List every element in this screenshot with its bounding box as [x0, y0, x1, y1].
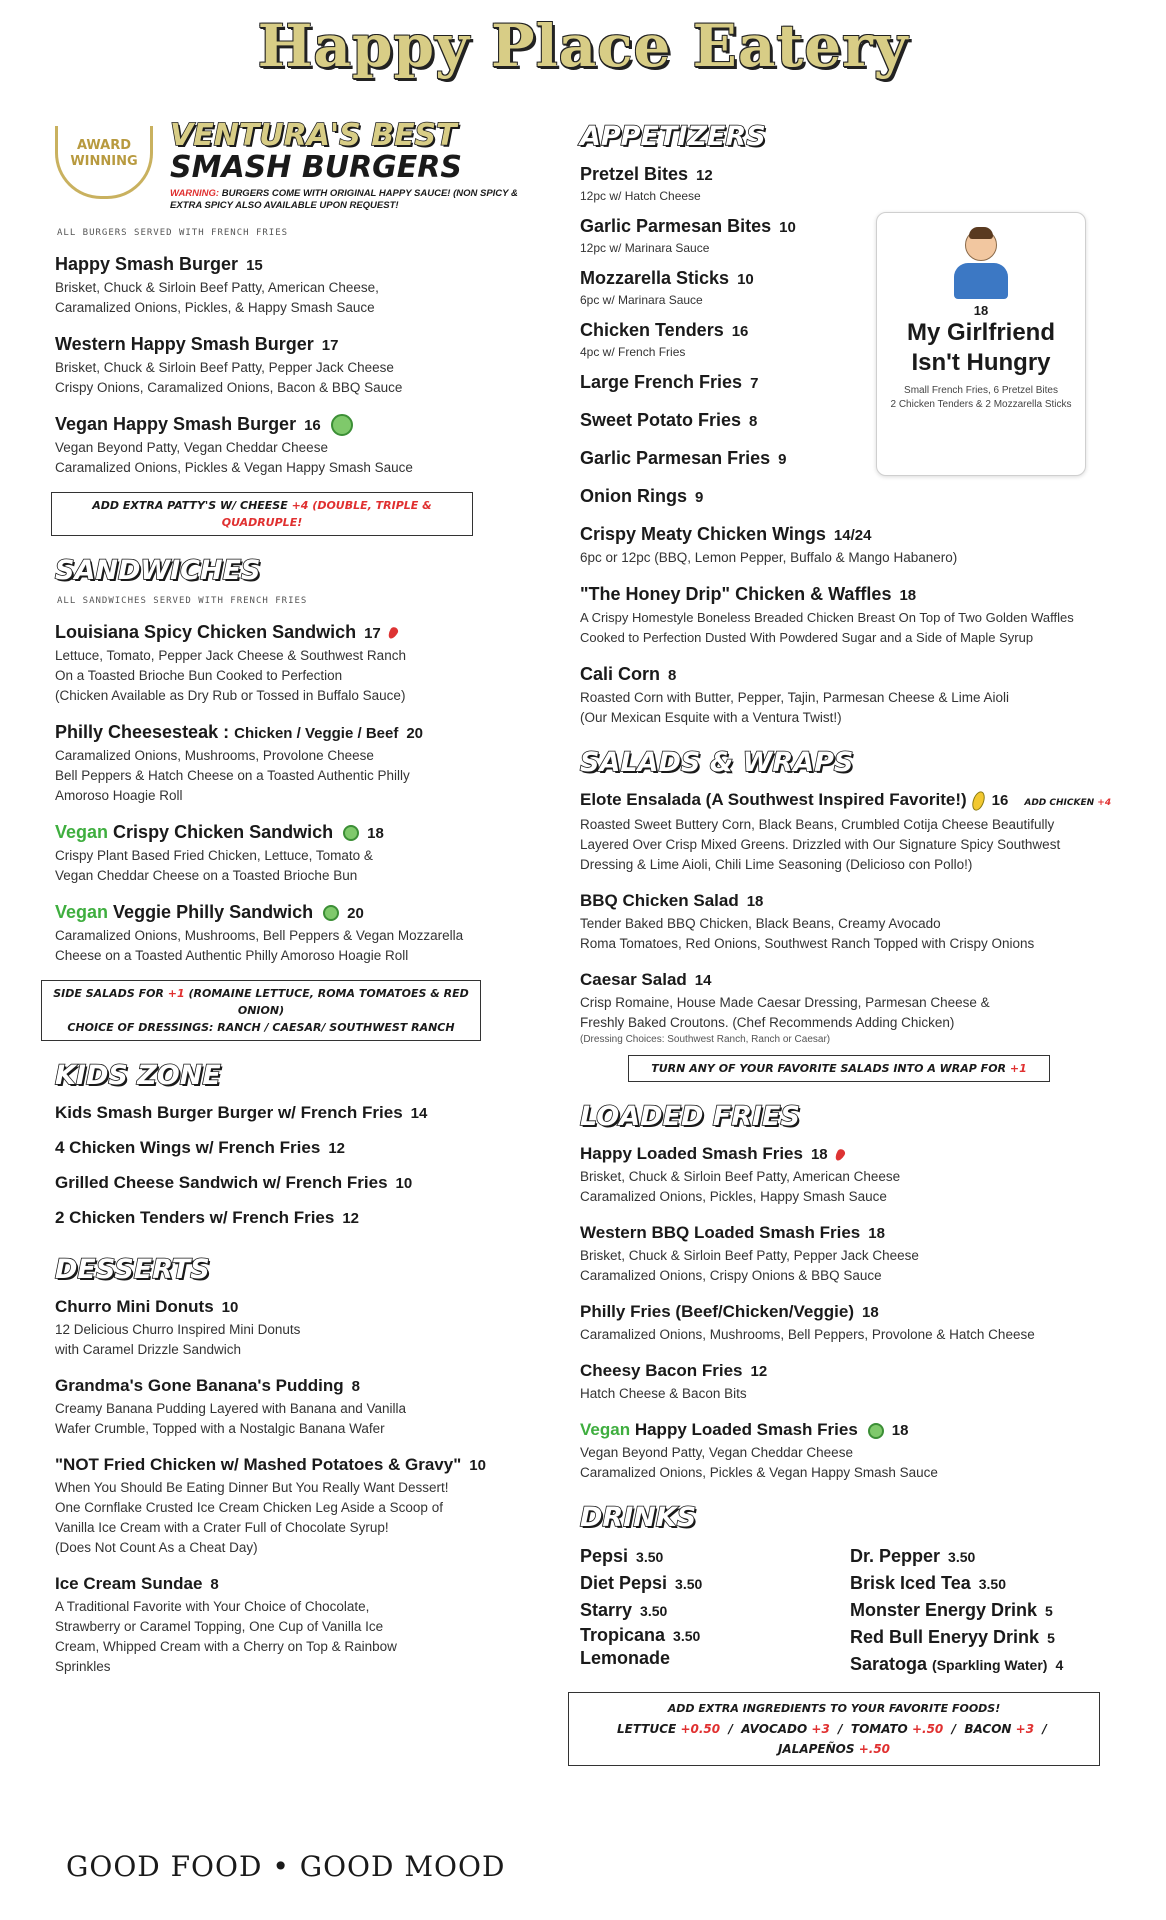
- item-desc: 6pc or 12pc (BBQ, Lemon Pepper, Buffalo & Mango Habanero): [580, 550, 958, 565]
- item-desc: with Caramel Drizzle Sandwich: [55, 1342, 242, 1357]
- add-chicken-text: ADD CHICKEN: [1024, 798, 1095, 808]
- section-heading-salads: SALADS & WRAPS: [580, 747, 854, 778]
- drinks-column-left: [580, 1543, 810, 1678]
- item-name: Grilled Cheese Sandwich w/ French Fries: [55, 1173, 388, 1192]
- extra-patty-text: ADD EXTRA PATTY'S W/ CHEESE: [92, 499, 288, 512]
- drink-name: Diet Pepsi: [580, 1573, 668, 1593]
- left-column: [53, 118, 518, 1691]
- special-desc-line2: 2 Chicken Tenders & 2 Mozzarella Sticks: [890, 399, 1072, 410]
- wrap-box: [628, 1055, 1050, 1082]
- item-name: Ice Cream Sundae: [55, 1574, 203, 1593]
- item-desc: (Does Not Count As a Cheat Day): [55, 1540, 258, 1555]
- drink-item: [580, 1624, 810, 1669]
- item-name: Grandma's Gone Banana's Pudding: [55, 1376, 344, 1395]
- item-desc: Creamy Banana Pudding Layered with Banana and Vanilla: [55, 1401, 406, 1416]
- drink-item: [580, 1570, 810, 1597]
- side-salad-box: [41, 980, 481, 1041]
- menu-item: [55, 820, 515, 886]
- burgers-title: [170, 120, 462, 184]
- menu-item: [580, 522, 1120, 568]
- item-price: 17: [321, 337, 339, 354]
- extras-list: LETTUCE +0.50 / AVOCADO +3 / TOMATO +.50 / BACON +3 / JALAPEÑOS +.50: [617, 1722, 1051, 1756]
- item-desc: 12pc w/ Marinara Sauce: [580, 241, 710, 255]
- drink-name: Monster Energy Drink: [850, 1600, 1038, 1620]
- menu-item: [580, 582, 1120, 648]
- item-desc: Roasted Sweet Buttery Corn, Black Beans, Crumbled Cotija Cheese Beautifully: [580, 817, 1055, 832]
- burgers-note: ALL BURGERS SERVED WITH FRENCH FRIES: [57, 228, 289, 238]
- menu-item: [55, 1295, 515, 1360]
- drink-item: [580, 1597, 810, 1624]
- item-name: 2 Chicken Tenders w/ French Fries: [55, 1208, 335, 1227]
- drink-name: Brisk Iced Tea: [850, 1573, 971, 1593]
- item-name: Western BBQ Loaded Smash Fries: [580, 1223, 861, 1242]
- item-desc: Caramalized Onions, Crispy Onions & BBQ Sauce: [580, 1268, 882, 1283]
- drink-name: Pepsi: [580, 1546, 629, 1566]
- menu-item: [55, 1171, 515, 1196]
- item-desc: Vegan Beyond Patty, Vegan Cheddar Cheese: [580, 1445, 853, 1460]
- drink-price: 3.50: [636, 1549, 664, 1565]
- special-name-line1: My Girlfriend: [906, 319, 1056, 346]
- menu-item: [580, 408, 870, 434]
- shrugging-person-icon: [951, 229, 1011, 299]
- item-price: 20: [347, 905, 364, 922]
- item-name: Mozzarella Sticks: [580, 268, 730, 288]
- menu-item: [55, 1374, 515, 1439]
- menu-item: [580, 1359, 1120, 1404]
- vegan-label: Vegan: [55, 822, 109, 842]
- menu-item: [55, 900, 515, 966]
- item-desc: Caramalized Onions, Pickles & Vegan Happy Smash Sauce: [580, 1465, 938, 1480]
- item-name: Philly Cheesesteak :: [55, 722, 230, 742]
- item-name: Large French Fries: [580, 372, 743, 392]
- item-name: Veggie Philly Sandwich: [113, 902, 314, 922]
- drink-price: 3.50: [640, 1603, 668, 1619]
- wrap-price: +1: [1009, 1062, 1027, 1075]
- item-name: Happy Loaded Smash Fries: [634, 1420, 858, 1439]
- item-price: 8: [668, 667, 677, 684]
- vegan-leaf-icon: [868, 1423, 884, 1439]
- vegan-label: Vegan: [580, 1420, 631, 1439]
- drink-item: [850, 1651, 1120, 1678]
- menu-item: [580, 484, 870, 510]
- drink-price: 3.50: [978, 1576, 1006, 1592]
- burgers-warning: [170, 188, 530, 212]
- item-name: Crispy Meaty Chicken Wings: [580, 524, 826, 544]
- item-price: 7: [750, 375, 759, 392]
- drinks-list: [580, 1543, 1120, 1678]
- item-desc: Dressing & Lime Aioli, Chili Lime Seasoning (Delicioso con Pollo!): [580, 857, 973, 872]
- item-desc: Crisp Romaine, House Made Caesar Dressing, Parmesan Cheese &: [580, 995, 990, 1010]
- drink-price: 3.50: [673, 1628, 701, 1644]
- item-price: 14/24: [833, 527, 872, 544]
- menu-item: [55, 1101, 515, 1126]
- extra-name: BACON: [964, 1722, 1012, 1736]
- item-price: 18: [861, 1304, 879, 1321]
- menu-item: [55, 412, 515, 478]
- special-price: 18: [973, 303, 989, 318]
- item-desc: Brisket, Chuck & Sirloin Beef Patty, Pepper Jack Cheese: [580, 1248, 919, 1263]
- burgers-title-line2: SMASH BURGERS: [170, 150, 462, 185]
- item-name: Crispy Chicken Sandwich: [113, 822, 334, 842]
- menu-item: [55, 620, 515, 706]
- item-price: 10: [469, 1457, 486, 1474]
- section-heading-desserts: DESSERTS: [55, 1254, 210, 1285]
- menu-item: [580, 446, 870, 472]
- item-name: Sweet Potato Fries: [580, 410, 742, 430]
- item-desc: Amoroso Hoagie Roll: [55, 788, 183, 803]
- section-heading-appetizers: APPETIZERS: [580, 121, 766, 152]
- drink-name: Dr. Pepper: [850, 1546, 941, 1566]
- drink-name-line2: Lemonade: [580, 1648, 671, 1668]
- item-price: 12: [750, 1363, 768, 1380]
- section-heading-loaded-fries: LOADED FRIES: [580, 1101, 800, 1132]
- drink-price: 5: [1045, 1603, 1053, 1619]
- item-desc: When You Should Be Eating Dinner But You Really Want Dessert!: [55, 1480, 449, 1495]
- item-price: 12: [328, 1140, 345, 1157]
- section-heading-sandwiches: SANDWICHES: [55, 555, 261, 586]
- item-variants: Chicken / Veggie / Beef: [234, 725, 399, 742]
- vegan-label: Vegan: [55, 902, 109, 922]
- item-name: Western Happy Smash Burger: [55, 334, 314, 354]
- extra-patty-box: [51, 492, 473, 536]
- item-price: 8: [351, 1378, 360, 1395]
- drink-note: (Sparkling Water): [932, 1657, 1048, 1673]
- menu-item: [580, 162, 870, 204]
- drink-item: [850, 1597, 1120, 1624]
- item-price: 16: [991, 792, 1009, 809]
- item-desc: Caramalized Onions, Mushrooms, Provolone Cheese: [55, 748, 374, 763]
- menu-item: [580, 370, 870, 396]
- item-desc: On a Toasted Brioche Bun Cooked to Perfection: [55, 668, 343, 683]
- add-chicken-note: [1024, 798, 1111, 808]
- item-price: 9: [778, 451, 787, 468]
- item-desc: Caramalized Onions, Pickles, Happy Smash Sauce: [580, 1189, 887, 1204]
- menu-item: [580, 318, 870, 360]
- menu-item: [580, 889, 1120, 954]
- menu-item: [580, 968, 1120, 1047]
- item-desc: Caramalized Onions, Mushrooms, Bell Peppers & Vegan Mozzarella: [55, 928, 464, 943]
- item-price: 12: [696, 167, 713, 184]
- menu-item: [55, 332, 515, 398]
- side-salad-detail: (ROMAINE LETTUCE, ROMA TOMATOES & RED ONION): [188, 987, 469, 1017]
- item-price: 10: [779, 219, 796, 236]
- item-desc: 4pc w/ French Fries: [580, 345, 686, 359]
- drink-item: [850, 1570, 1120, 1597]
- item-name: "NOT Fried Chicken w/ Mashed Potatoes & Gravy": [55, 1455, 462, 1474]
- drink-price: 3.50: [948, 1549, 976, 1565]
- dressing-choices: CHOICE OF DRESSINGS: RANCH / CAESAR/ SOUTHWEST RANCH: [67, 1021, 455, 1034]
- item-desc: A Crispy Homestyle Boneless Breaded Chicken Breast On Top of Two Golden Waffles: [580, 610, 1074, 625]
- item-price: 10: [395, 1175, 413, 1192]
- item-desc: 12 Delicious Churro Inspired Mini Donuts: [55, 1322, 301, 1337]
- item-name: Caesar Salad: [580, 970, 687, 989]
- item-price: 10: [737, 271, 754, 288]
- item-price: 14: [410, 1105, 428, 1122]
- extra-patty-price: +4 (DOUBLE, TRIPLE & QUADRUPLE!: [221, 499, 432, 529]
- item-name: Vegan Happy Smash Burger: [55, 414, 297, 434]
- item-desc: Roasted Corn with Butter, Pepper, Tajin, Parmesan Cheese & Lime Aioli: [580, 690, 1009, 705]
- drink-item: [850, 1543, 1120, 1570]
- side-salad-price: +1: [167, 987, 185, 1000]
- extra-price: +3: [1015, 1722, 1035, 1736]
- item-desc: Caramalized Onions, Pickles, & Happy Smash Sauce: [55, 300, 375, 315]
- extra-price: +.50: [858, 1742, 891, 1756]
- special-combo-card: [876, 212, 1086, 476]
- item-name: Elote Ensalada (A Southwest Inspired Favorite!): [580, 790, 967, 809]
- item-name: Cali Corn: [580, 664, 661, 684]
- item-desc: Strawberry or Caramel Topping, One Cup of Vanilla Ice: [55, 1619, 384, 1634]
- item-price: 18: [746, 893, 764, 910]
- menu-item: [55, 1453, 515, 1558]
- item-desc: Lettuce, Tomato, Pepper Jack Cheese & Southwest Ranch: [55, 648, 406, 663]
- section-heading-kids: KIDS ZONE: [55, 1060, 221, 1091]
- item-name: Garlic Parmesan Fries: [580, 448, 771, 468]
- drink-name: Red Bull Eneryy Drink: [850, 1627, 1040, 1647]
- menu-item: [580, 1418, 1120, 1483]
- item-name: Happy Smash Burger: [55, 254, 239, 274]
- item-name: Chicken Tenders: [580, 320, 724, 340]
- side-salad-text: SIDE SALADS FOR: [53, 987, 164, 1000]
- menu-item: [55, 720, 515, 806]
- item-price: 17: [364, 625, 381, 642]
- restaurant-title: Happy Place Eatery: [257, 12, 909, 80]
- item-desc: Hatch Cheese & Bacon Bits: [580, 1386, 747, 1401]
- menu-item: [580, 788, 1120, 875]
- extra-price: +3: [811, 1722, 830, 1736]
- vegan-leaf-icon: [343, 825, 359, 841]
- item-desc: Sprinkles: [55, 1659, 111, 1674]
- item-desc: Cheese on a Toasted Authentic Philly Amoroso Hoagie Roll: [55, 948, 409, 963]
- item-desc: Vegan Cheddar Cheese on a Toasted Brioche Bun: [55, 868, 358, 883]
- burgers-title-line1: VENTURA'S BEST: [170, 118, 457, 153]
- item-desc: Vanilla Ice Cream with a Crater Full of Chocolate Syrup!: [55, 1520, 389, 1535]
- drink-price: 3.50: [675, 1576, 703, 1592]
- item-desc: Caramalized Onions, Mushrooms, Bell Peppers, Provolone & Hatch Cheese: [580, 1327, 1035, 1342]
- vegan-leaf-icon: [331, 414, 353, 436]
- vegan-leaf-icon: [323, 905, 339, 921]
- item-price: 18: [891, 1422, 909, 1439]
- item-desc: Crispy Plant Based Fried Chicken, Lettuce, Tomato &: [55, 848, 373, 863]
- item-price: 18: [810, 1146, 828, 1163]
- extra-price: +.50: [911, 1722, 944, 1736]
- item-name: Cheesy Bacon Fries: [580, 1361, 743, 1380]
- menu-item: [55, 1136, 515, 1161]
- item-price: 18: [899, 587, 917, 604]
- warning-label: WARNING:: [170, 188, 220, 199]
- chili-pepper-icon: [833, 1147, 846, 1161]
- burgers-header: [55, 118, 518, 220]
- special-desc-line1: Small French Fries, 6 Pretzel Bites: [904, 385, 1058, 396]
- drink-name: Saratoga: [850, 1654, 928, 1674]
- menu-item: [55, 252, 515, 318]
- menu-item: [580, 1221, 1120, 1286]
- extra-price: +0.50: [680, 1722, 721, 1736]
- special-name-line2: Isn't Hungry: [911, 349, 1051, 376]
- extra-name: JALAPEÑOS: [777, 1742, 855, 1756]
- item-desc: Wafer Crumble, Topped with a Nostalgic Banana Wafer: [55, 1421, 385, 1436]
- item-desc: Tender Baked BBQ Chicken, Black Beans, Creamy Avocado: [580, 916, 941, 931]
- extra-name: TOMATO: [850, 1722, 908, 1736]
- drink-item: [580, 1543, 810, 1570]
- item-price: 18: [367, 825, 384, 842]
- menu-item: [580, 1300, 1120, 1345]
- warning-text: BURGERS COME WITH ORIGINAL HAPPY SAUCE! (NON SPICY & EXTRA SPICY ALSO AVAILABLE UPON REQUEST!: [170, 188, 518, 211]
- item-name: 4 Chicken Wings w/ French Fries: [55, 1138, 321, 1157]
- item-desc: Brisket, Chuck & Sirloin Beef Patty, American Cheese,: [55, 280, 379, 295]
- sandwiches-note: ALL SANDWICHES SERVED WITH FRENCH FRIES: [57, 596, 308, 606]
- item-name: Garlic Parmesan Bites: [580, 216, 772, 236]
- wrap-text: TURN ANY OF YOUR FAVORITE SALADS INTO A WRAP FOR: [651, 1062, 1007, 1075]
- item-price: 16: [731, 323, 749, 340]
- item-desc: Layered Over Crisp Mixed Greens. Drizzled with Our Signature Spicy Southwest: [580, 837, 1061, 852]
- item-name: Churro Mini Donuts: [55, 1297, 214, 1316]
- item-price: 18: [868, 1225, 885, 1242]
- item-price: 10: [221, 1299, 239, 1316]
- item-name: Philly Fries (Beef/Chicken/Veggie): [580, 1302, 854, 1321]
- item-desc: Bell Peppers & Hatch Cheese on a Toasted Authentic Philly: [55, 768, 410, 783]
- section-heading-drinks: DRINKS: [580, 1502, 697, 1533]
- item-price: 9: [695, 489, 704, 506]
- item-name: Onion Rings: [580, 486, 687, 506]
- item-desc: (Dressing Choices: Southwest Ranch, Ranch or Caesar): [580, 1034, 831, 1045]
- add-chicken-price: +4: [1097, 798, 1112, 808]
- item-desc: Crispy Onions, Caramalized Onions, Bacon & BBQ Sauce: [55, 380, 403, 395]
- item-name: Happy Loaded Smash Fries: [580, 1144, 803, 1163]
- drink-price: 5: [1047, 1630, 1055, 1646]
- item-desc: Freshly Baked Croutons. (Chef Recommends Adding Chicken): [580, 1015, 955, 1030]
- menu-item: [55, 1572, 515, 1677]
- menu-item: [580, 214, 870, 256]
- item-name: Louisiana Spicy Chicken Sandwich: [55, 622, 357, 642]
- drink-price: 4: [1055, 1657, 1064, 1673]
- drink-name: Tropicana: [580, 1625, 666, 1645]
- menu-item: [55, 1206, 515, 1231]
- item-price: 15: [246, 257, 263, 274]
- award-text: AWARD WINNING: [70, 138, 138, 169]
- item-desc: Cooked to Perfection Dusted With Powdered Sugar and a Side of Maple Syrup: [580, 630, 1034, 645]
- corn-icon: [970, 789, 987, 812]
- item-desc: One Cornflake Crusted Ice Cream Chicken Leg Aside a Scoop of: [55, 1500, 443, 1515]
- item-desc: Vegan Beyond Patty, Vegan Cheddar Cheese: [55, 440, 328, 455]
- item-name: Kids Smash Burger Burger w/ French Fries: [55, 1103, 403, 1122]
- drinks-column-right: [850, 1543, 1120, 1678]
- item-name: Pretzel Bites: [580, 164, 689, 184]
- item-desc: Cream, Whipped Cream with a Cherry on Top & Rainbow: [55, 1639, 397, 1654]
- item-price: 8: [210, 1576, 219, 1593]
- extra-name: LETTUCE: [617, 1722, 677, 1736]
- item-desc: Caramalized Onions, Pickles & Vegan Happy Smash Sauce: [55, 460, 413, 475]
- drink-item: [850, 1624, 1120, 1651]
- footer-slogan: GOOD FOOD • GOOD MOOD: [66, 1850, 506, 1883]
- drink-name: Starry: [580, 1600, 633, 1620]
- item-desc: 6pc w/ Marinara Sauce: [580, 293, 703, 307]
- menu-item: [580, 266, 870, 308]
- item-price: 12: [342, 1210, 360, 1227]
- item-name: "The Honey Drip" Chicken & Waffles: [580, 584, 892, 604]
- item-price: 20: [406, 725, 424, 742]
- item-desc: A Traditional Favorite with Your Choice of Chocolate,: [55, 1599, 370, 1614]
- item-desc: 12pc w/ Hatch Cheese: [580, 189, 701, 203]
- menu-item: [580, 662, 1120, 728]
- extra-ingredients-box: [568, 1692, 1100, 1766]
- item-price: 16: [304, 417, 321, 434]
- item-price: 8: [749, 413, 758, 430]
- chili-pepper-icon: [386, 626, 399, 640]
- item-desc: Brisket, Chuck & Sirloin Beef Patty, American Cheese: [580, 1169, 901, 1184]
- item-desc: (Our Mexican Esquite with a Ventura Twist!): [580, 710, 842, 725]
- extras-title: ADD EXTRA INGREDIENTS TO YOUR FAVORITE FOODS!: [667, 1702, 1001, 1715]
- item-desc: (Chicken Available as Dry Rub or Tossed in Buffalo Sauce): [55, 688, 406, 703]
- item-price: 14: [694, 972, 712, 989]
- award-badge: [55, 126, 153, 199]
- extra-name: AVOCADO: [741, 1722, 808, 1736]
- menu-item: [580, 1142, 1120, 1207]
- item-name: BBQ Chicken Salad: [580, 891, 739, 910]
- item-desc: Roma Tomatoes, Red Onions, Southwest Ranch Topped with Crispy Onions: [580, 936, 1035, 951]
- item-desc: Brisket, Chuck & Sirloin Beef Patty, Pepper Jack Cheese: [55, 360, 394, 375]
